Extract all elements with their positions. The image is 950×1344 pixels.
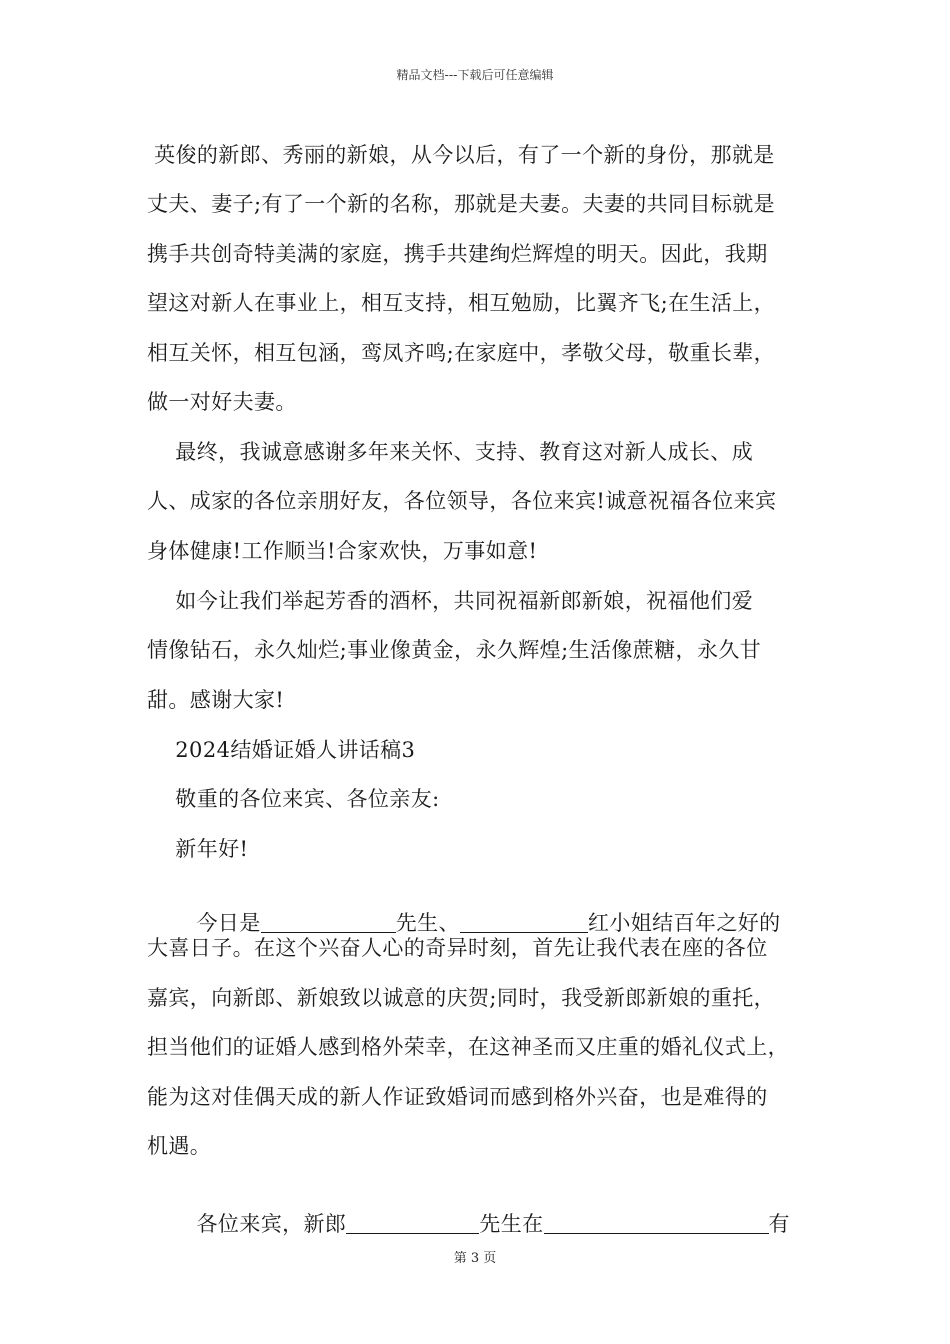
text-segment: 有 [768,1212,790,1236]
name-blank [460,912,588,933]
text-line: 嘉宾，向新郎、新娘致以诚意的庆贺;同时，我受新郎新娘的重托， [147,986,776,1010]
text-line: 望这对新人在事业上，相互支持，相互勉励，比翼齐飞;在生活上， [147,291,776,315]
text-line: 做一对好夫妻。 [147,390,297,414]
text-line: 甜。感谢大家! [147,688,285,712]
text-segment: 红小姐结百年之好的 [587,911,781,935]
text-line: 大喜日子。在这个兴奋人心的奇异时刻，首先让我代表在座的各位 [147,936,768,960]
text-segment: 先生、 [395,911,460,935]
text-line: 英俊的新郎、秀丽的新娘，从今以后，有了一个新的身份，那就是 [147,143,775,167]
fill-in-line [147,883,781,937]
text-line: 身体健康!工作顺当!合家欢快，万事如意! [147,539,538,563]
text-segment: 今日是 [161,911,261,935]
fill-in-line [147,1184,790,1238]
text-line: 最终，我诚意感谢多年来关怀、支持、教育这对新人成长、成 [147,440,754,464]
section-title: 2024结婚证婚人讲话稿3 [147,738,416,762]
name-blank [346,1213,479,1234]
page-number: 第 3 页 [453,1251,497,1266]
text-segment: 各位来宾，新郎 [161,1212,347,1236]
greeting: 新年好! [147,837,249,861]
name-blank [261,912,396,933]
text-line: 携手共创奇特美满的家庭，携手共建绚烂辉煌的明天。因此，我期 [147,242,768,266]
page-header: 精品文档---下载后可任意编辑 [396,68,554,82]
text-line: 如今让我们举起芳香的酒杯，共同祝福新郎新娘，祝福他们爱 [147,589,754,613]
text-line: 情像钻石，永久灿烂;事业像黄金，永久辉煌;生活像蔗糖，永久甘 [147,638,762,662]
text-line: 能为这对佳偶天成的新人作证致婚词而感到格外兴奋，也是难得的 [147,1085,768,1109]
text-segment: 先生在 [479,1212,544,1236]
text-line: 人、成家的各位亲朋好友，各位领导，各位来宾!诚意祝福各位来宾 [147,489,777,513]
text-line: 担当他们的证婚人感到格外荣幸，在这神圣而又庄重的婚礼仪式上， [147,1035,789,1059]
text-line: 机遇。 [147,1134,212,1158]
text-line: 相互关怀，相互包涵，鸾凤齐鸣;在家庭中，孝敬父母，敬重长辈， [147,341,776,365]
salutation: 敬重的各位来宾、各位亲友: [147,787,440,811]
text-line: 丈夫、妻子;有了一个新的名称，那就是夫妻。夫妻的共同目标就是 [147,192,776,216]
place-blank [544,1213,769,1234]
